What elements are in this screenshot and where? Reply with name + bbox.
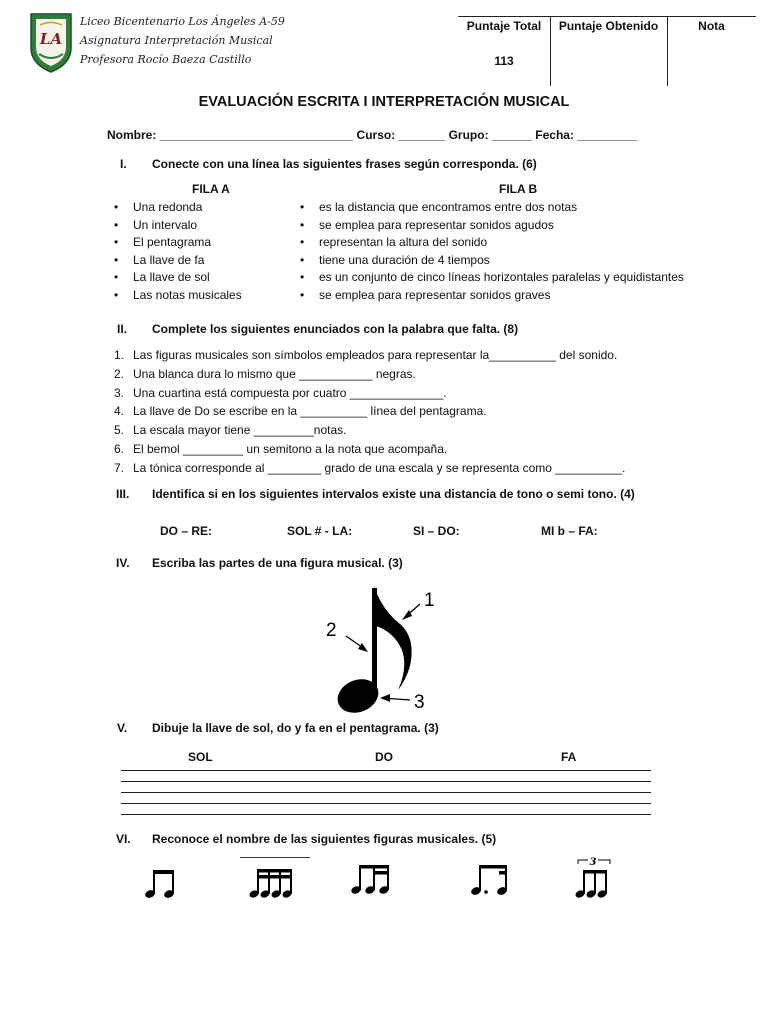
fila-a-item: • La llave de fa xyxy=(114,252,242,270)
fill-in-item xyxy=(114,440,625,459)
school-crest-logo xyxy=(28,10,74,74)
item-number: 2. xyxy=(114,366,125,381)
item-text: La llave de Do se escribe en la __________ línea del pentagrama. xyxy=(133,404,487,419)
staff-line xyxy=(121,814,651,815)
fila-b-header: FILA B xyxy=(499,182,538,196)
note-part-label-1: 1 xyxy=(424,590,435,611)
fila-b-item: • es un conjunto de cinco líneas horizontales paralelas y equidistantes xyxy=(300,269,684,287)
fila-a-item: • El pentagrama xyxy=(114,234,242,252)
staff-line xyxy=(121,792,651,793)
staff-pentagram[interactable] xyxy=(121,768,651,816)
interval-do-re: DO – RE: xyxy=(160,524,213,538)
section-1-numeral: I. xyxy=(120,157,127,171)
page-title: EVALUACIÓN ESCRITA I INTERPRETACIÓN MUSICAL xyxy=(198,94,570,110)
interval-mi-fa: MI b – FA: xyxy=(541,524,598,538)
item-text: Una blanca dura lo mismo que ___________ negras. xyxy=(133,366,416,381)
section-6-numeral: VI. xyxy=(116,832,131,846)
staff-line xyxy=(121,781,651,782)
fila-a-list xyxy=(114,199,242,305)
score-total-value: 113 xyxy=(494,54,514,68)
section-6-instruction: Reconoce el nombre de las siguientes figuras musicales. (5) xyxy=(152,832,497,846)
figure-dotted-eighth-sixteenth xyxy=(470,862,514,898)
eighth-note-diagram xyxy=(318,580,458,720)
item-number: 6. xyxy=(114,441,125,456)
section-5-numeral: V. xyxy=(117,721,128,735)
fill-in-list xyxy=(114,346,625,478)
staff-line xyxy=(121,803,651,804)
fila-a-header: FILA A xyxy=(192,182,230,196)
item-number: 5. xyxy=(114,423,125,438)
note-flag xyxy=(374,586,412,690)
section-4-numeral: IV. xyxy=(116,556,130,570)
teacher-name: Profesora Rocío Baeza Castillo xyxy=(80,53,252,66)
interval-si-do: SI – DO: xyxy=(413,524,460,538)
fila-a-item: • La llave de sol xyxy=(114,269,242,287)
section-4-instruction: Escriba las partes de una figura musical. (3) xyxy=(152,556,403,570)
clef-label-sol: SOL xyxy=(188,750,213,764)
figure-two-eighth-notes xyxy=(144,866,180,900)
item-text: La escala mayor tiene _________notas. xyxy=(133,423,347,438)
item-number: 4. xyxy=(114,404,125,419)
score-total-header: Puntaje Total xyxy=(466,19,542,33)
fill-in-item xyxy=(114,421,625,440)
item-text: La tónica corresponde al ________ grado de una escala y se representa como __________. xyxy=(133,460,626,475)
student-info-line: Nombre: _____________________________ Curso: _______ Grupo: ______ Fecha: _________ xyxy=(107,128,638,142)
item-text: Las figuras musicales son símbolos empleados para representar la__________ del sonido. xyxy=(133,348,618,362)
item-text: El bemol _________ un semitono a la nota que acompaña. xyxy=(133,441,448,456)
clef-label-fa: FA xyxy=(561,750,577,764)
fila-b-list xyxy=(300,199,684,305)
section-3-numeral: III. xyxy=(116,487,130,501)
section-2-instruction: Complete los siguientes enunciados con la palabra que falta. (8) xyxy=(152,322,519,336)
school-name: Liceo Bicentenario Los Ángeles A-59 xyxy=(80,15,285,28)
fill-in-item xyxy=(114,459,625,478)
item-number: 7. xyxy=(114,460,125,475)
fila-b-item: • se emplea para representar sonidos graves xyxy=(300,287,684,305)
figure-triplet-eighths xyxy=(572,856,616,902)
score-table xyxy=(458,16,756,86)
fill-in-item xyxy=(114,346,625,365)
clef-label-do: DO xyxy=(375,750,393,764)
section-2-numeral: II. xyxy=(117,322,128,336)
fila-b-item: • se emplea para representar sonidos agudos xyxy=(300,217,684,235)
item-number: 3. xyxy=(114,385,125,400)
fila-a-item: • Un intervalo xyxy=(114,217,242,235)
fila-a-item: • Una redonda xyxy=(114,199,242,217)
subject-name: Asignatura Interpretación Musical xyxy=(80,34,273,47)
item-text: Una cuartina está compuesta por cuatro ______________. xyxy=(133,385,447,400)
svg-text:LA: LA xyxy=(39,30,63,48)
figure-eighth-two-sixteenths xyxy=(350,862,398,896)
fill-in-item xyxy=(114,402,625,421)
section-1-instruction: Conecte con una línea las siguientes frases según corresponda. (6) xyxy=(152,157,537,171)
item-number: 1. xyxy=(114,348,125,362)
grade-header: Nota xyxy=(698,19,725,33)
interval-sol-la: SOL # - LA: xyxy=(287,524,353,538)
note-part-label-3: 3 xyxy=(414,692,425,713)
triplet-number: 3 xyxy=(589,857,597,868)
fila-b-item: • tiene una duración de 4 tiempos xyxy=(300,252,684,270)
section-3-instruction: Identifica si en los siguientes intervalos existe una distancia de tono o semi tono. (4) xyxy=(152,487,635,501)
fila-a-item: • Las notas musicales xyxy=(114,287,242,305)
fila-b-item: • representan la altura del sonido xyxy=(300,234,684,252)
fill-in-item xyxy=(114,365,625,384)
score-obtained-header: Puntaje Obtenido xyxy=(558,19,659,33)
section-5-instruction: Dibuje la llave de sol, do y fa en el pentagrama. (3) xyxy=(152,721,439,735)
fill-in-item xyxy=(114,384,625,403)
fila-b-item: • es la distancia que encontramos entre dos notas xyxy=(300,199,684,217)
staff-line xyxy=(121,770,651,771)
decorative-rule xyxy=(240,857,310,858)
figure-four-sixteenth-notes xyxy=(248,866,300,900)
note-part-label-2: 2 xyxy=(326,620,337,641)
